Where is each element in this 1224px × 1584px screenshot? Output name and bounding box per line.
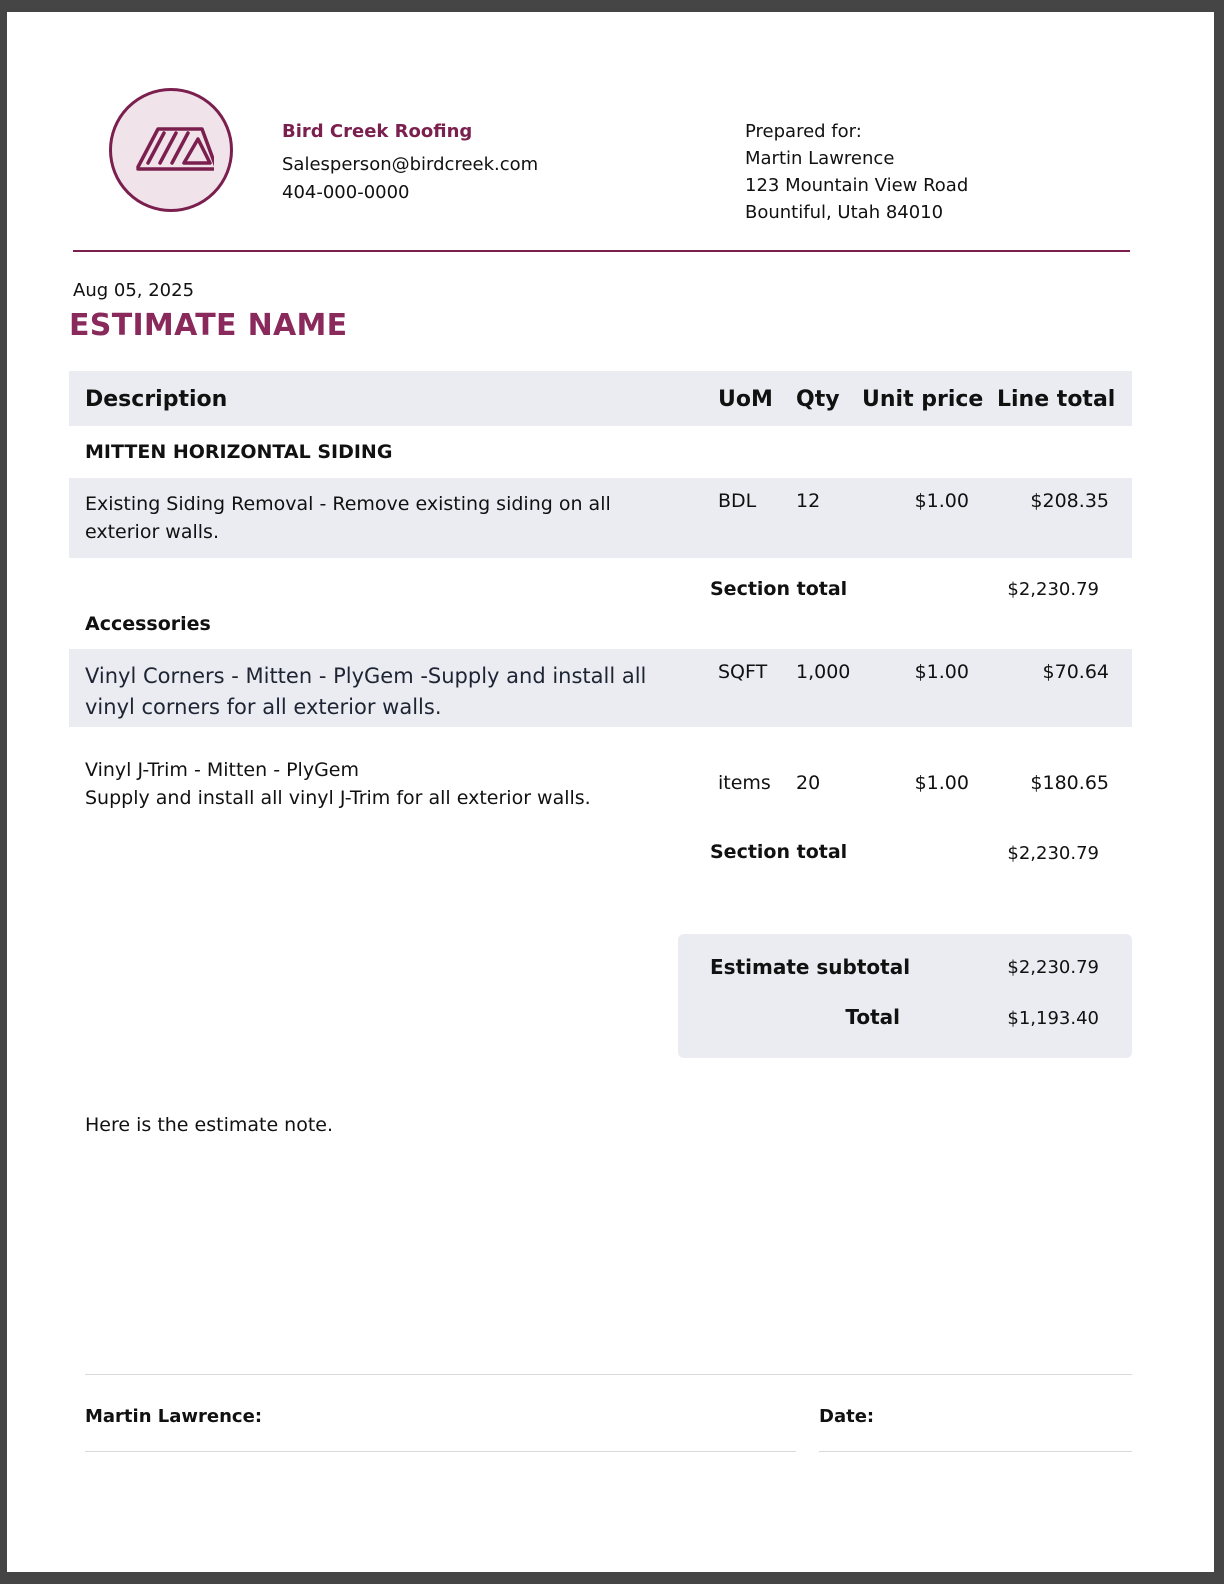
item-qty: 1,000 xyxy=(796,661,851,683)
item-detail: Supply and install all vinyl J-Trim for all exterior walls. xyxy=(85,787,591,809)
client-street: 123 Mountain View Road xyxy=(745,175,969,196)
company-phone: 404-000-0000 xyxy=(282,182,410,203)
col-qty: Qty xyxy=(796,387,840,412)
table-row xyxy=(69,478,1132,558)
estimate-date: Aug 05, 2025 xyxy=(73,280,195,301)
item-uom: SQFT xyxy=(718,661,768,683)
prepared-for-label: Prepared for: xyxy=(745,121,862,142)
total-value: $1,193.40 xyxy=(1007,1008,1099,1029)
estimate-note: Here is the estimate note. xyxy=(85,1114,334,1136)
signature-date-label: Date: xyxy=(819,1406,875,1427)
item-unit-price: $1.00 xyxy=(914,772,969,794)
item-line-total: $70.64 xyxy=(1042,661,1109,683)
item-line-total: $208.35 xyxy=(1030,490,1109,512)
section-title: Accessories xyxy=(85,613,211,635)
section-title: MITTEN HORIZONTAL SIDING xyxy=(85,441,393,463)
company-logo xyxy=(109,88,233,212)
section-total-value: $2,230.79 xyxy=(1007,843,1099,864)
signature-line xyxy=(85,1451,796,1452)
col-uom: UoM xyxy=(718,387,773,412)
col-line-total: Line total xyxy=(997,387,1116,412)
table-header xyxy=(69,371,1132,426)
col-unit-price: Unit price xyxy=(862,387,984,412)
estimate-page xyxy=(7,12,1214,1572)
section-total-value: $2,230.79 xyxy=(1007,579,1099,600)
signature-date-line xyxy=(819,1451,1132,1452)
prepared-for xyxy=(745,118,968,226)
estimate-summary xyxy=(678,934,1132,1058)
section-total-label: Section total xyxy=(710,841,848,863)
company-email: Salesperson@birdcreek.com xyxy=(282,154,539,175)
client-name: Martin Lawrence xyxy=(745,148,895,169)
item-qty: 12 xyxy=(796,490,821,512)
subtotal-label: Estimate subtotal xyxy=(710,955,911,979)
item-name: Vinyl J-Trim - Mitten - PlyGem xyxy=(85,759,359,781)
item-line-total: $180.65 xyxy=(1030,772,1109,794)
item-description: Existing Siding Removal - Remove existing siding on all exterior walls. xyxy=(85,493,611,543)
item-uom: BDL xyxy=(718,490,757,512)
subtotal-value: $2,230.79 xyxy=(1007,957,1099,978)
item-unit-price: $1.00 xyxy=(914,661,969,683)
client-city: Bountiful, Utah 84010 xyxy=(745,202,944,223)
signature-top-divider xyxy=(85,1374,1132,1375)
col-description: Description xyxy=(85,387,228,412)
signature-name-label: Martin Lawrence: xyxy=(85,1406,263,1427)
table-row xyxy=(69,649,1132,727)
total-label: Total xyxy=(845,1005,900,1029)
item-description xyxy=(85,756,685,812)
item-description: Vinyl Corners - Mitten - PlyGem -Supply and install all vinyl corners for all exterior walls. xyxy=(85,664,647,719)
table-row xyxy=(69,752,1132,822)
section-total-label: Section total xyxy=(710,578,848,600)
item-unit-price: $1.00 xyxy=(914,490,969,512)
item-qty: 20 xyxy=(796,772,821,794)
item-uom: items xyxy=(718,772,771,794)
company-name: Bird Creek Roofing xyxy=(282,121,473,142)
company-info xyxy=(282,118,538,207)
estimate-title: ESTIMATE NAME xyxy=(69,308,348,343)
roof-icon xyxy=(134,123,214,175)
header-divider xyxy=(73,250,1130,252)
